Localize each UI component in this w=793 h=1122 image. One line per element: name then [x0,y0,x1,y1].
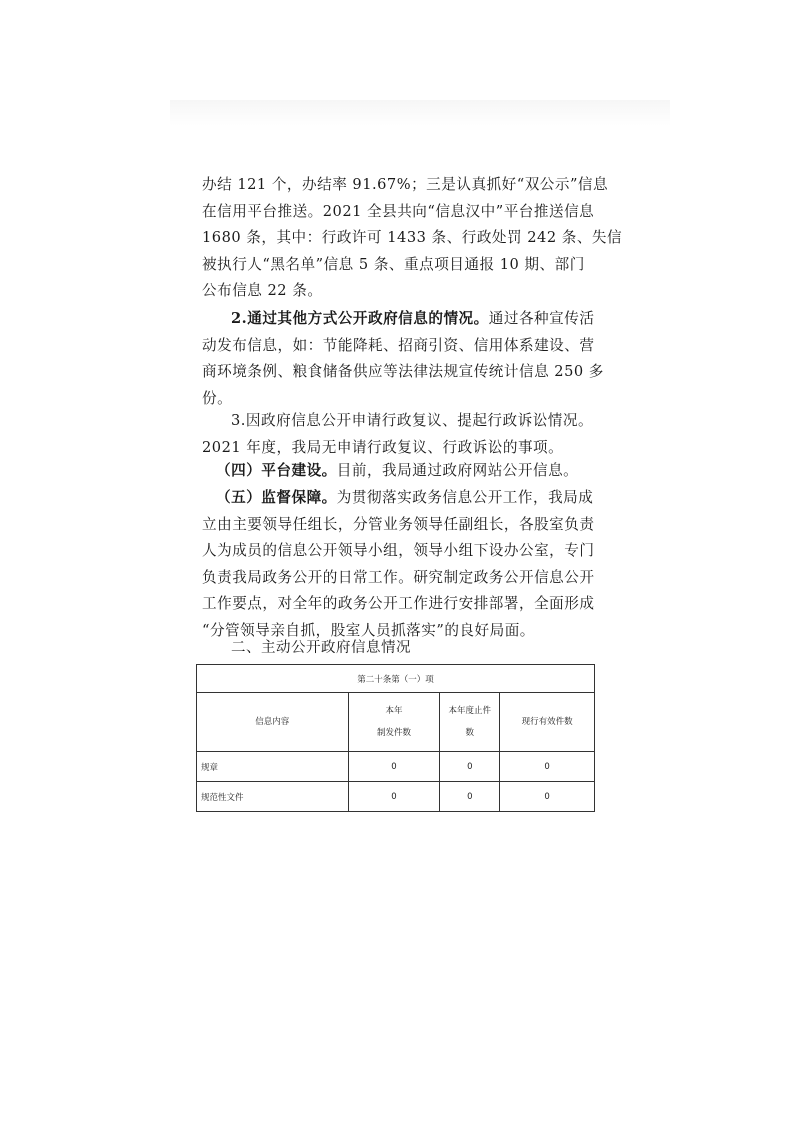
text-line: 立由主要领导任组长，分管业务领导任副组长，各股室负责 [202,515,595,533]
paragraph-1 [202,172,623,305]
scan-shadow [170,100,670,126]
header-issued [348,693,440,752]
paragraph-heading: （五）监督保障。 [216,489,337,506]
section-title: 二、主动公开政府信息情况 [231,640,411,656]
text-line: 人为成员的信息公开领导小组，领导小组下设办公室，专门 [202,542,595,560]
text-line: 1680 条，其中：行政许可 1433 条、行政处罚 242 条、失信 [202,229,623,247]
paragraph-heading: （四）平台建设。 [216,462,337,479]
header-line: 数 [465,728,475,738]
text-line: 负责我局政务公开的日常工作。研究制定政务公开信息公开 [202,568,595,586]
paragraph-2 [202,306,614,412]
text-line: 2021 年度，我局无申请行政复议、行政诉讼的事项。 [202,438,564,456]
row-label: 规范性文件 [197,782,349,812]
header-line: 本年 [385,706,403,716]
table-caption-row [197,665,595,693]
text-span: 通过各种宣传活 [488,310,595,327]
text-line: 被执行人“黑名单”信息 5 条、重点项目通报 10 期、部门 [202,255,585,273]
table-row [197,782,595,812]
header-line: 本年度止件 [448,706,492,716]
header-valid: 现行有效件数 [500,693,595,752]
text-line: 动发布信息，如：节能降耗、招商引资、信用体系建设、营 [202,336,595,354]
header-content: 信息内容 [197,693,349,752]
text-line: 3.因政府信息公开申请行政复议、提起行政诉讼情况。 [231,412,594,429]
cell-issued: 0 [348,782,440,812]
table-header-row [197,693,595,752]
text-line [202,306,614,333]
text-span: 目前，我局通过政府网站公开信息。 [336,462,579,479]
paragraph-heading: 2.通过其他方式公开政府信息的情况。 [231,310,489,327]
text-line: “分管领导亲自抓，股室人员抓落实”的良好局面。 [202,621,535,639]
text-span: 为贯彻落实政务信息公开工作，我局成 [336,489,594,506]
header-abolished [440,693,500,752]
row-label: 规章 [197,752,349,782]
table-caption: 第二十条第（一）项 [197,665,595,693]
paragraph-5 [202,485,614,645]
cell-abolished: 0 [440,782,500,812]
table-row [197,752,595,782]
info-table [196,664,595,812]
text-line: 商环境条例、粮食储备供应等法律法规宣传统计信息 250 多 [202,363,604,381]
paragraph-3 [202,408,614,461]
cell-valid: 0 [500,782,595,812]
paragraph-4 [202,458,614,485]
header-line: 制发件数 [376,728,411,738]
cell-abolished: 0 [440,752,500,782]
text-line: 份。 [202,389,233,407]
text-line [202,458,614,485]
cell-valid: 0 [500,752,595,782]
text-line [202,485,614,512]
text-line: 工作要点，对全年的政务公开工作进行安排部署，全面形成 [202,595,595,613]
text-line: 办结 121 个，办结率 91.67%；三是认真抓好“双公示”信息 [202,176,609,193]
text-line: 公布信息 22 条。 [202,282,323,300]
cell-issued: 0 [348,752,440,782]
text-line: 在信用平台推送。2021 全县共向“信息汉中”平台推送信息 [202,202,595,220]
